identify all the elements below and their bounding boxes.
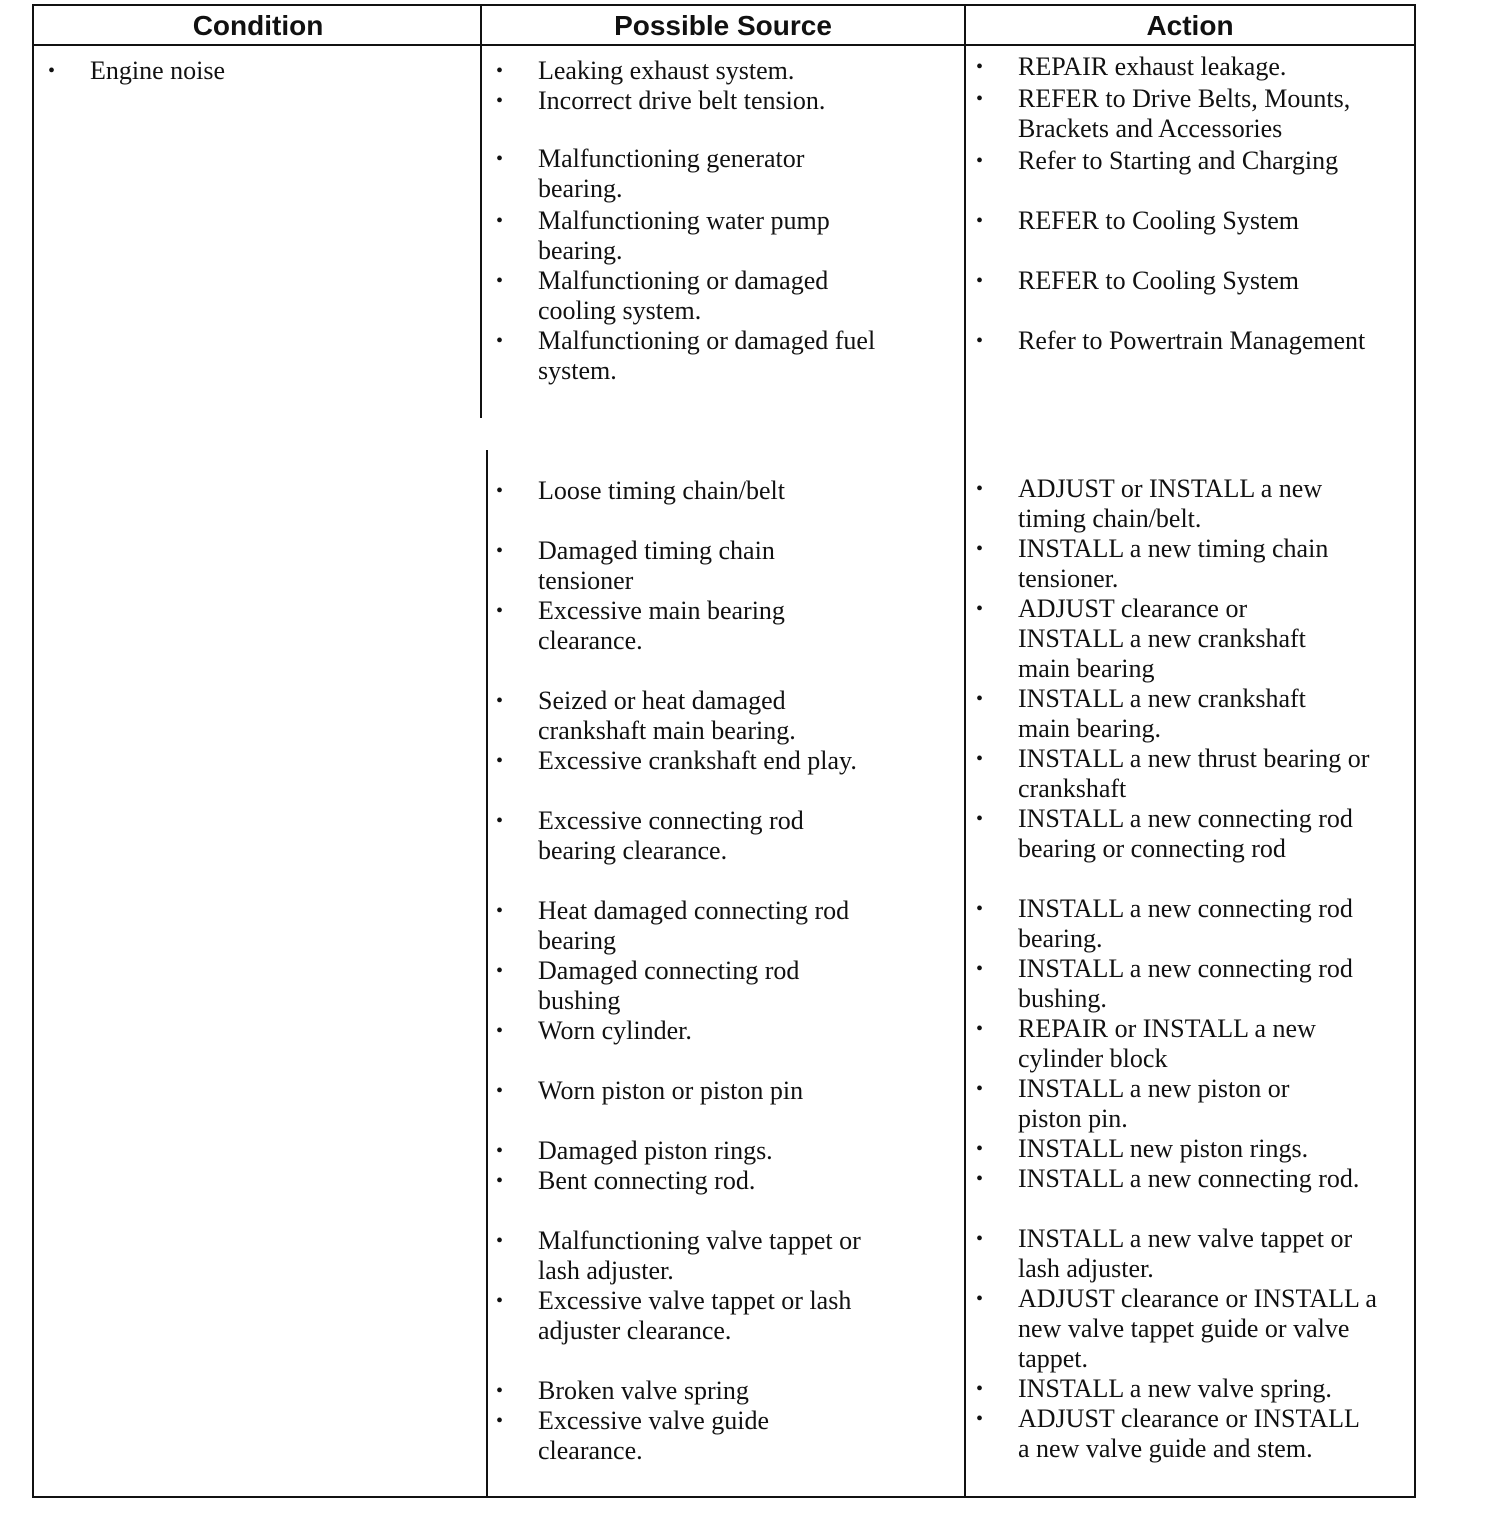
header-action: Action (964, 6, 1416, 46)
column-divider (486, 450, 488, 1498)
bullet-icon: • (48, 60, 56, 82)
header-condition: Condition (34, 6, 482, 46)
diagnosis-table: Condition Possible Source Action • Engine noise • Leaking exhaust system. • Incorrect drive belt tension. • Malfunctioning generator bearing. • Malfunctioning water pump bearing. • Malfunctioning or damaged cooling system. • Malfunctioning or damaged fuel system. • Loose timing chain/belt • Damaged timing chain tensioner • Excessive main bearing clearance. • Seized or heat damaged crankshaft main bearing. • Excessive crankshaft end play. • Excessive connecting rod bearing clearance. • Heat damaged connecting rod bearing • Damaged connecting rod bushing • Worn cylinder. • Worn piston or piston pin • Damaged piston rings. • Bent connecting rod. • Malfunctioning valve tappet or lash adjuster. • Excessive valve tappet or lash adjuster clearance. • Broken valve spring • Excessive valve guide clearance. • REPAIR exhaust leakage. • REFER to Drive Belts, Mounts, Brackets and Accessories • Refer to Starting and Charging • REFER to Cooling System • REFER to Cooling System • Refer to Powertrain Management • ADJUST or INSTALL a new timing chain/belt. • INSTALL a new timing chain tensioner. • ADJUST clearance or INSTALL a new crankshaft main bearing • INSTALL a new crankshaft main bearing. • INSTALL a new thrust bearing or crankshaft • INSTALL a new connecting rod bearing or connecting rod • INSTALL a new connecting rod bearing. • INSTALL a new connecting rod bushing. • REPAIR or INSTALL a new cylinder block • INSTALL a new piston or piston pin. • INSTALL new piston rings. • INSTALL a new connecting rod. • INSTALL a new valve tappet or lash adjuster. • ADJUST clearance or INSTALL a new valve tappet guide or valve tappet. • INSTALL a new valve spring. • ADJUST clearance or INSTALL a new valve guide and stem. (32, 4, 1416, 1498)
column-divider (964, 6, 966, 1498)
column-divider (480, 6, 482, 418)
header-possible-source: Possible Source (482, 6, 964, 46)
